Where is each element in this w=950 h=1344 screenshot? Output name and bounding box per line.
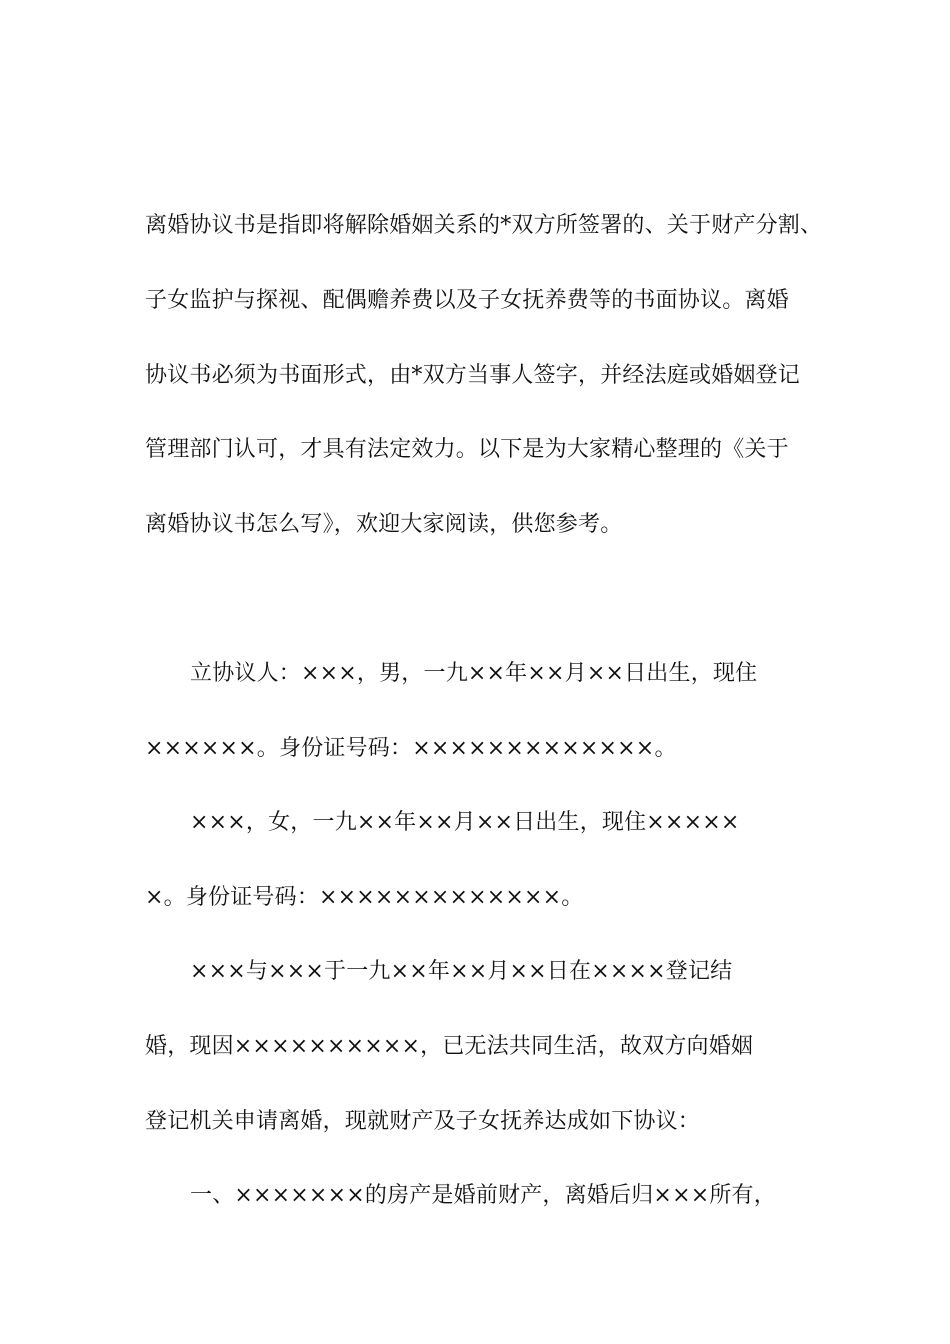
- agreement-line-8: 一、×××××××的房产是婚前财产，离婚后归×××所有，: [190, 1183, 776, 1208]
- intro-line-2: 子女监护与探视、配偶赡养费以及子女抚养费等的书面协议。离婚: [145, 288, 789, 313]
- agreement-line-6: 婚，现因××××××××××，已无法共同生活，故双方向婚姻: [145, 1034, 754, 1059]
- intro-line-4: 管理部门认可，才具有法定效力。以下是为大家精心整理的《关于: [145, 437, 789, 462]
- agreement-line-1: 立协议人：×××，男，一九××年××月××日出生，现住: [190, 661, 758, 686]
- agreement-line-7: 登记机关申请离婚，现就财产及子女抚养达成如下协议：: [145, 1109, 701, 1134]
- agreement-line-3: ×××，女，一九××年××月××日出生，现住×××××: [190, 810, 740, 835]
- agreement-line-5: ×××与×××于一九××年××月××日在××××登记结: [190, 959, 733, 984]
- agreement-line-4: ×。身份证号码：×××××××××××××。: [145, 885, 584, 910]
- intro-line-5: 离婚协议书怎么写》，欢迎大家阅读，供您参考。: [145, 512, 623, 537]
- agreement-line-2: ××××××。身份证号码：×××××××××××××。: [145, 736, 677, 761]
- intro-line-1: 离婚协议书是指即将解除婚姻关系的*双方所签署的、关于财产分割、: [145, 213, 823, 238]
- intro-line-3: 协议书必须为书面形式，由*双方当事人签字，并经法庭或婚姻登记: [145, 363, 801, 388]
